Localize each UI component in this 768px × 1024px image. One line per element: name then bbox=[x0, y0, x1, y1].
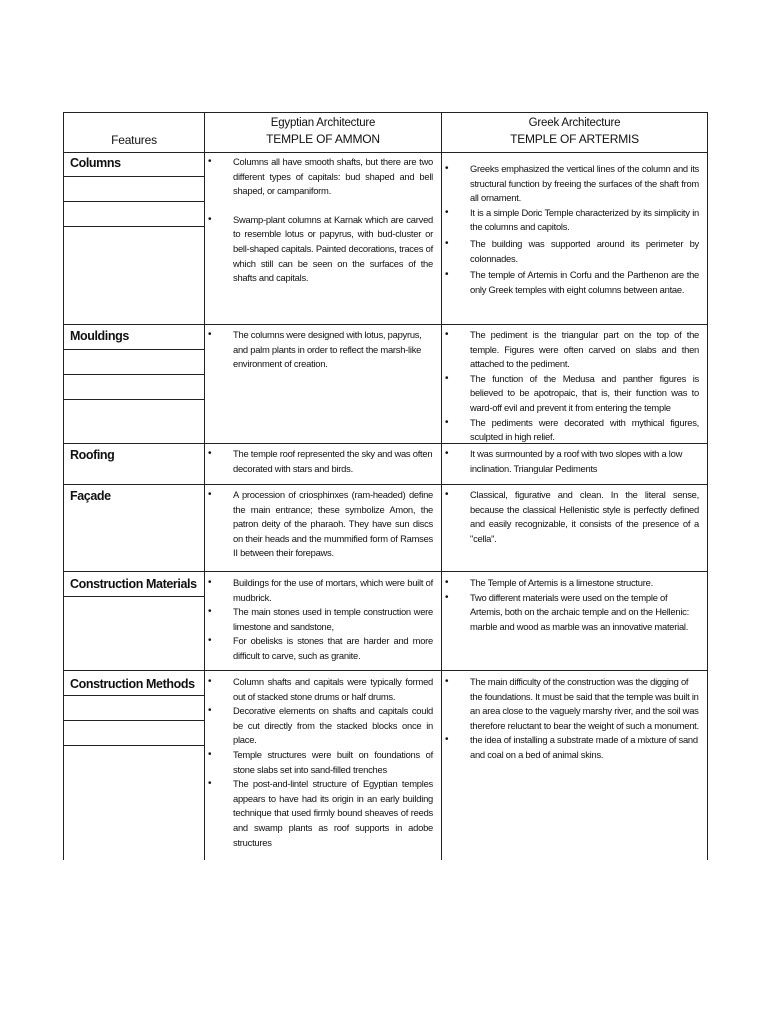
feature-subline bbox=[63, 695, 204, 696]
feature-subline bbox=[63, 720, 204, 721]
list-item: • Decorative elements on shafts and capitals could be cut directly from the stacked blocks once in place. bbox=[205, 704, 433, 748]
egypt-header: TEMPLE OF AMMON bbox=[266, 132, 380, 146]
feature-subline bbox=[63, 745, 204, 746]
greek-columns-list bbox=[442, 162, 699, 297]
feature-label-facade: Façade bbox=[70, 489, 111, 503]
greek-header: TEMPLE OF ARTERMIS bbox=[510, 132, 639, 146]
list-item: • A procession of criosphinxes (ram-headed) define the main entrance; these symbolize Amon, the patron deity of the pharaoh. They have sun discs on their heads and the mummified form of Ramses II between their forepaws. bbox=[205, 488, 433, 561]
list-item: • The function of the Medusa and panther figures is believed to be apotropaic, that is, their function was to ward-off evil and prevent it from entering the temple bbox=[442, 372, 699, 416]
features-header: Features bbox=[111, 133, 157, 147]
list-item: • The main stones used in temple construction were limestone and sandstone, bbox=[205, 605, 433, 634]
feature-label-construction-methods: Construction Methods bbox=[70, 677, 195, 691]
feature-label-columns: Columns bbox=[70, 156, 121, 170]
list-item: • Swamp-plant columns at Karnak which are carved to resemble lotus or papyrus, with bud-cluster or bell-shaped capitals. Painted decorations, traces of which still can be seen on the surfaces of the shafts and capitals. bbox=[205, 213, 433, 286]
list-item: • the idea of installing a substrate made of a mixture of sand and coal on a bed of animal skins. bbox=[442, 733, 699, 762]
row-divider bbox=[63, 670, 708, 671]
feature-subline bbox=[63, 596, 204, 597]
list-item: • The building was supported around its perimeter by colonnades. bbox=[442, 237, 699, 266]
list-item: • The main difficulty of the construction was the digging of the foundations. It must be said that the temple was built in an area close to the vaguely marshy river, and the soil was therefore reluctant to bear the weight of such a monument. bbox=[442, 675, 699, 733]
row-divider bbox=[63, 152, 708, 153]
list-item: • Two different materials were used on the temple of Artemis, both on the archaic temple and on the Hellenic: marble and wood as marble was an innovative material. bbox=[442, 591, 699, 635]
list-item: • The post-and-lintel structure of Egyptian temples appears to have had its origin in an early building technique that used firmly bound sheaves of reeds and swamp plants as roof supports in adobe structures bbox=[205, 777, 433, 850]
row-divider bbox=[63, 484, 708, 485]
feature-subline bbox=[63, 201, 204, 202]
egypt-materials-list bbox=[205, 576, 433, 664]
greek-methods-list bbox=[442, 675, 699, 763]
feature-subline bbox=[63, 349, 204, 350]
list-item: • Buildings for the use of mortars, which were built of mudbrick. bbox=[205, 576, 433, 605]
egypt-roofing-list bbox=[205, 447, 433, 476]
greek-subheader: Greek Architecture bbox=[528, 117, 621, 129]
feature-label-roofing: Roofing bbox=[70, 448, 115, 462]
egypt-methods-list bbox=[205, 675, 433, 850]
list-item: • The Temple of Artemis is a limestone structure. bbox=[442, 576, 699, 591]
feature-subline bbox=[63, 226, 204, 227]
list-item: • It was surmounted by a roof with two slopes with a low inclination. Triangular Pediments bbox=[442, 447, 699, 476]
list-item: • The temple roof represented the sky and was often decorated with stars and birds. bbox=[205, 447, 433, 476]
table-border-left bbox=[63, 112, 64, 860]
greek-roofing-list bbox=[442, 447, 699, 476]
list-item: • Temple structures were built on foundations of stone slabs set into sand-filled trenches bbox=[205, 748, 433, 777]
table-border-right bbox=[707, 112, 708, 860]
row-divider bbox=[63, 324, 708, 325]
greek-materials-list bbox=[442, 576, 699, 634]
egypt-subheader: Egyptian Architecture bbox=[270, 117, 376, 129]
egypt-mouldings-list bbox=[205, 328, 433, 372]
feature-label-construction-materials: Construction Materials bbox=[70, 577, 197, 591]
egypt-facade-list bbox=[205, 488, 433, 561]
list-item: • Column shafts and capitals were typically formed out of stacked stone drums or half drums. bbox=[205, 675, 433, 704]
feature-label-mouldings: Mouldings bbox=[70, 329, 129, 343]
list-item: • It is a simple Doric Temple characterized by its simplicity in the columns and capitols. bbox=[442, 206, 699, 235]
egypt-columns-list bbox=[205, 155, 433, 286]
feature-subline bbox=[63, 399, 204, 400]
list-item: • The columns were designed with lotus, papyrus, and palm plants in order to reflect the marsh-like environment of creation. bbox=[205, 328, 433, 372]
list-item: • For obelisks is stones that are harder and more difficult to carve, such as granite. bbox=[205, 634, 433, 663]
greek-mouldings-list bbox=[442, 328, 699, 445]
list-item: • The temple of Artemis in Corfu and the Parthenon are the only Greek temples with eight columns between antae. bbox=[442, 268, 699, 297]
list-item: • Classical, figurative and clean. In the literal sense, because the classical Hellenistic style is perfectly defined and easily recognizable, it consists of the presence of a "cella". bbox=[442, 488, 699, 546]
feature-subline bbox=[63, 176, 204, 177]
table-border-top bbox=[63, 112, 708, 113]
greek-facade-list bbox=[442, 488, 699, 546]
list-item: • Greeks emphasized the vertical lines of the column and its structural function by freeing the surfaces of the shaft from all ornament. bbox=[442, 162, 699, 206]
list-item: • The pediment is the triangular part on the top of the temple. Figures were often carved on slabs and then attached to the pediment. bbox=[442, 328, 699, 372]
list-item: • The pediments were decorated with mythical figures, sculpted in high relief. bbox=[442, 416, 699, 445]
list-item: • Columns all have smooth shafts, but there are two different types of capitals: bud shaped and bell shaped, or campaniform. bbox=[205, 155, 433, 199]
feature-subline bbox=[63, 374, 204, 375]
row-divider bbox=[63, 571, 708, 572]
